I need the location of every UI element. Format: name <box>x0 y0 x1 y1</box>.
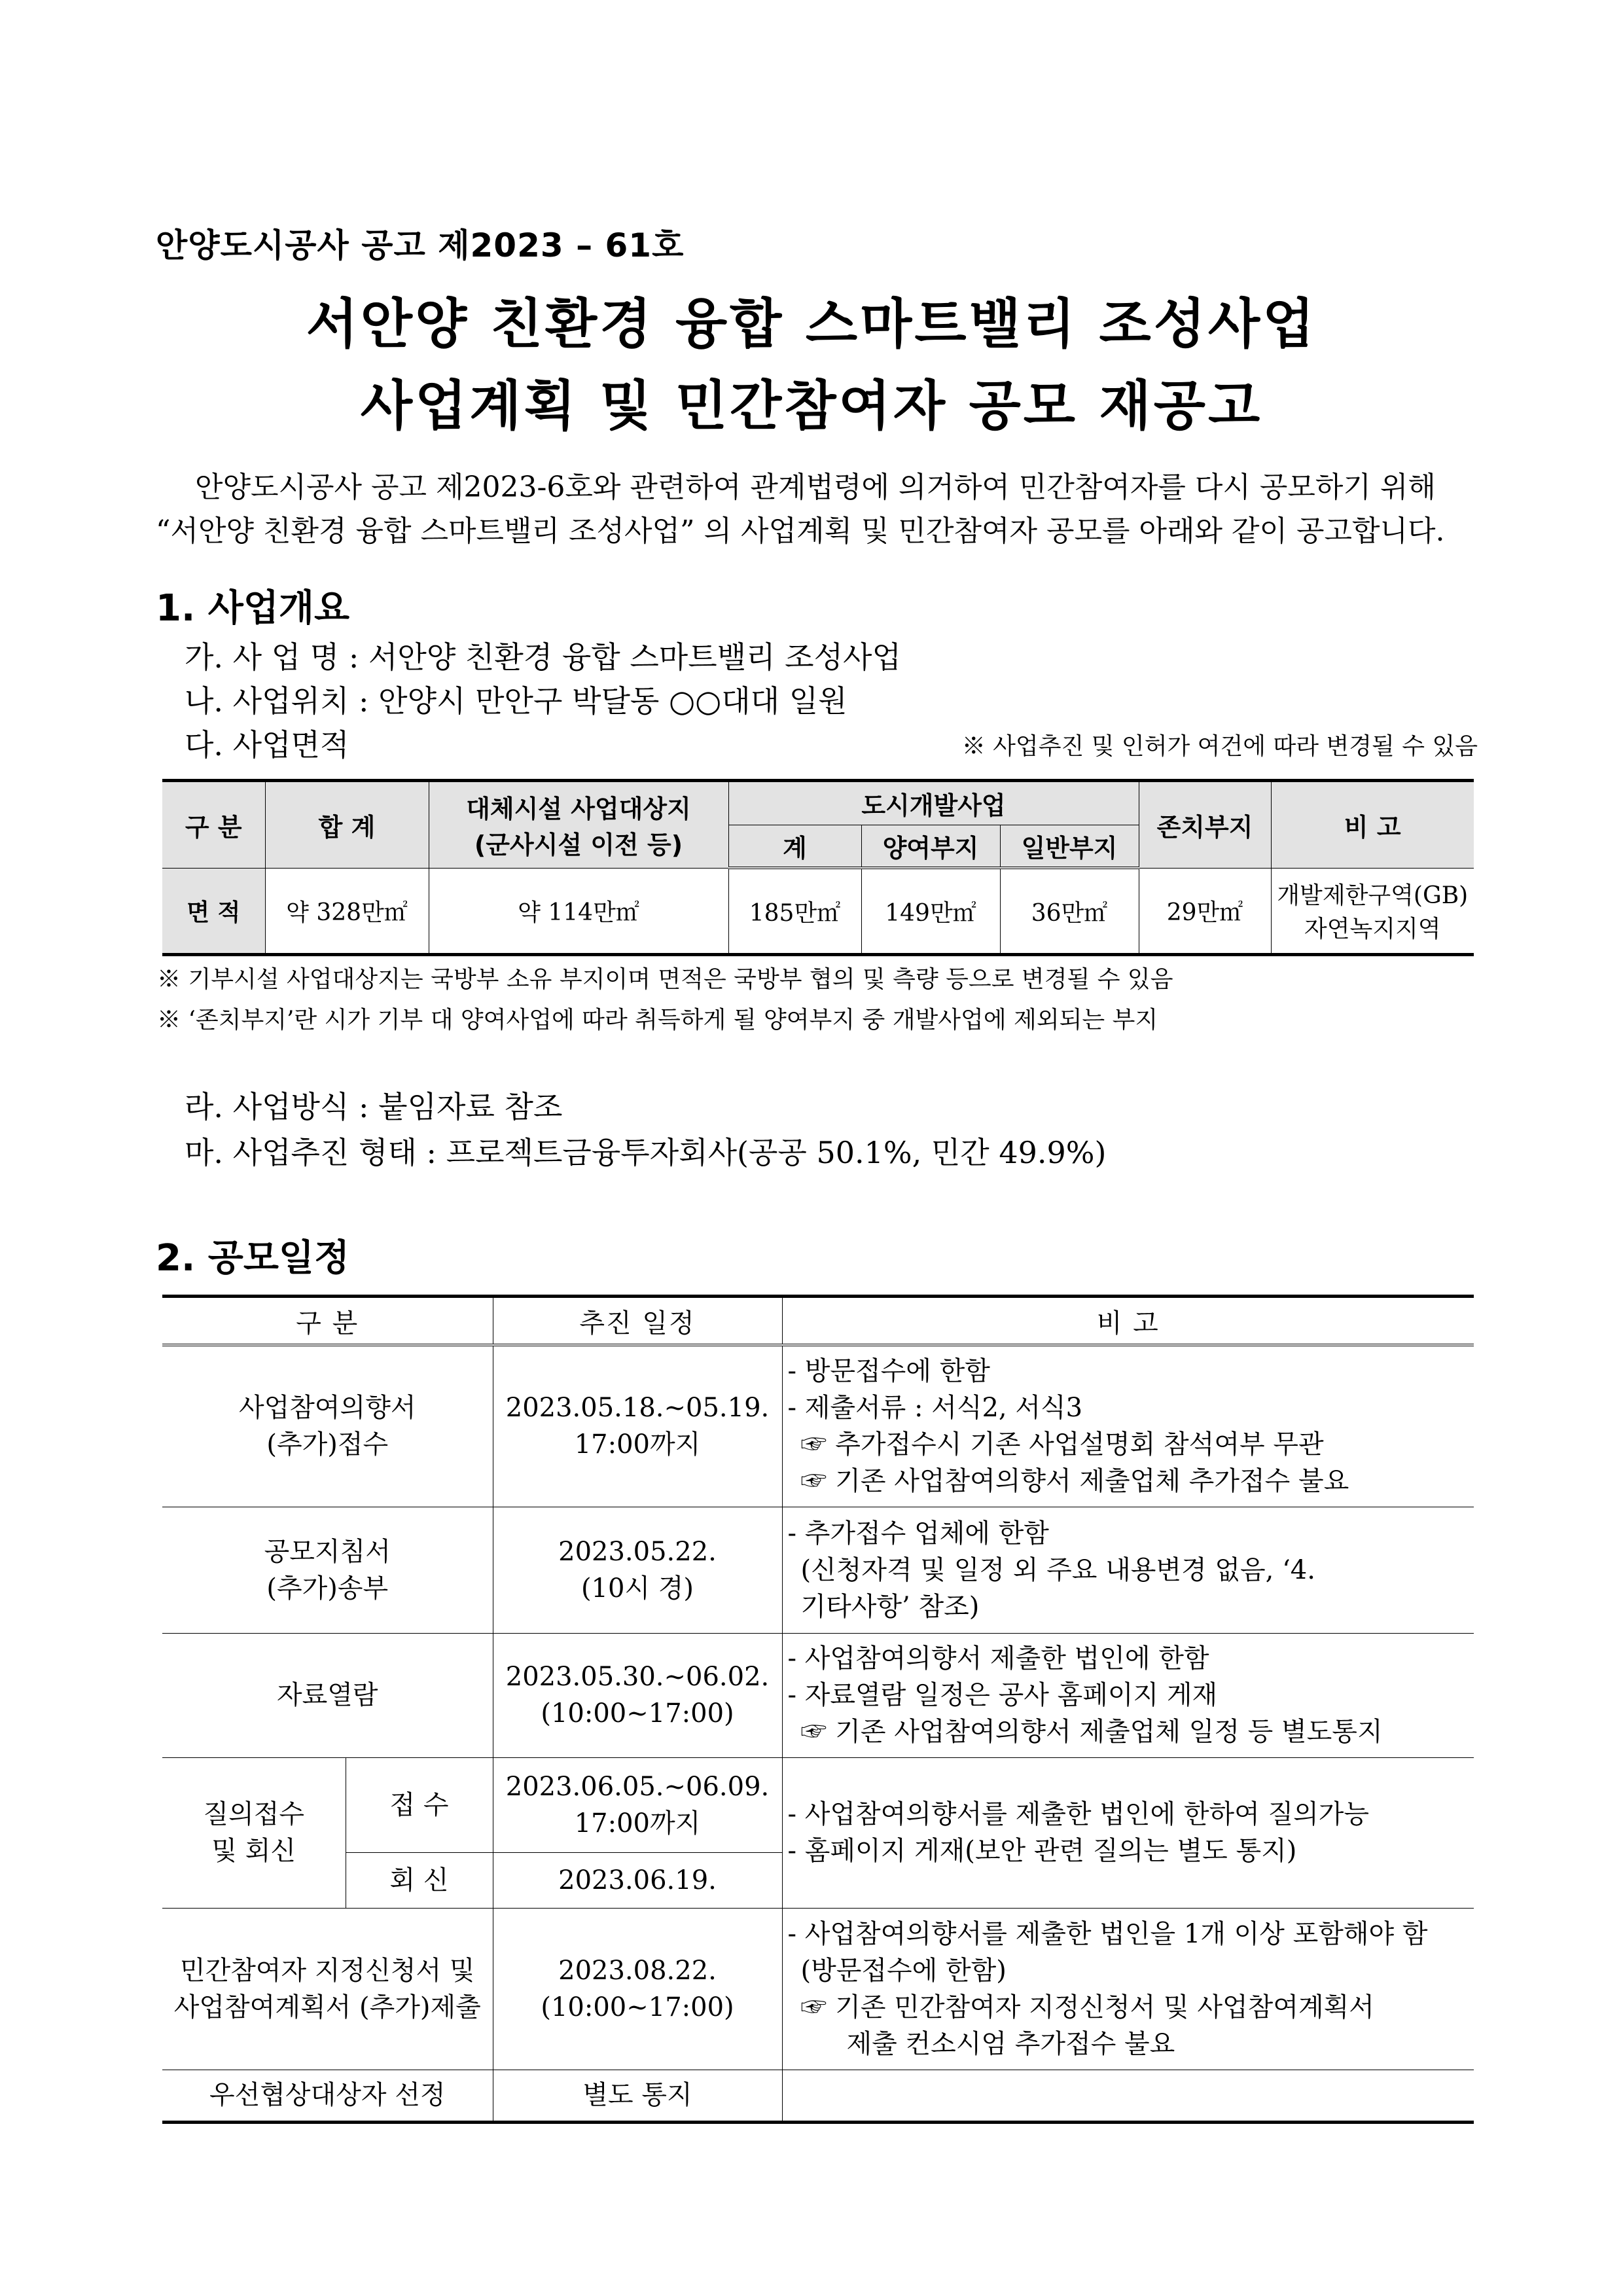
table-row <box>162 1345 1474 1507</box>
project-location-item: 나. 사업위치 : 안양시 만안구 박달동 ○○대대 일원 <box>185 683 847 719</box>
remark-line: ☞ 기존 민간참여자 지정신청서 및 사업참여계획서 <box>800 1992 1374 2022</box>
area-subheader-donation: 양여부지 <box>861 825 1000 869</box>
remark-line: - 방문접수에 한함 <box>787 1356 990 1387</box>
remark-line: 제출 컨소시엄 추가접수 불요 <box>846 2028 1175 2059</box>
area-remarks-value <box>1271 868 1474 955</box>
area-table <box>162 779 1474 956</box>
schedule-remarks-inquiry <box>782 1757 1474 1908</box>
remark-line: - 사업참여의향서를 제출한 법인을 1개 이상 포함해야 함 <box>787 1918 1428 1949</box>
schedule-header-category: 구 분 <box>162 1297 493 1346</box>
schedule-date-line: 17:00까지 <box>574 1808 701 1839</box>
schedule-cat-line: 민간참여자 지정신청서 및 <box>180 1955 475 1986</box>
schedule-remarks-docs <box>782 1633 1474 1757</box>
intro-line2: “서안양 친환경 융합 스마트밸리 조성사업” 의 사업계획 및 민간참여자 공모를 아래와 같이 공고합니다. <box>156 514 1445 548</box>
remark-line: (방문접수에 한함) <box>800 1955 1007 1986</box>
schedule-date-line: 2023.06.05.~06.09. <box>505 1771 770 1802</box>
schedule-table <box>162 1295 1474 2124</box>
schedule-date-line: 2023.05.30.~06.02. <box>505 1662 770 1692</box>
project-method-item: 라. 사업방식 : 붙임자료 참조 <box>185 1089 563 1124</box>
schedule-cat-line: 사업참여계획서 (추가)제출 <box>173 1992 481 2022</box>
schedule-date-line: 17:00까지 <box>574 1429 701 1460</box>
area-total-value: 약 328만㎡ <box>265 868 429 955</box>
area-header-alt-site <box>429 781 728 869</box>
section1-heading: 1. 사업개요 <box>156 587 350 630</box>
area-header-urban-dev: 도시개발사업 <box>728 781 1139 825</box>
schedule-cat-line: 사업참여의향서 <box>239 1393 416 1424</box>
section2-heading: 2. 공모일정 <box>156 1237 350 1280</box>
remark-line: ☞ 기존 사업참여의향서 제출업체 일정 등 별도통지 <box>800 1717 1383 1747</box>
schedule-remarks-intent <box>782 1345 1474 1507</box>
schedule-cat-line: (추가)접수 <box>266 1429 389 1460</box>
schedule-date-line: (10:00~17:00) <box>541 1698 734 1729</box>
remark-line: ☞ 기존 사업참여의향서 제출업체 추가접수 불요 <box>800 1466 1349 1497</box>
area-header-alt-line1: 대체시설 사업대상지 <box>466 795 691 824</box>
schedule-date-line: 2023.08.22. <box>558 1955 717 1986</box>
remark-line: 기타사항’ 참조) <box>800 1591 980 1622</box>
schedule-cat-line: 및 회신 <box>211 1836 296 1866</box>
schedule-cat-line: 질의접수 <box>203 1799 305 1829</box>
area-sum-value: 185만㎡ <box>728 868 861 955</box>
schedule-date-line: 2023.05.18.~05.19. <box>505 1393 770 1424</box>
area-remain-value: 29만㎡ <box>1139 868 1271 955</box>
remark-line: ☞ 추가접수시 기존 사업설명회 참석여부 무관 <box>800 1429 1324 1460</box>
schedule-header-remarks: 비 고 <box>782 1297 1474 1346</box>
area-alt-value: 약 114만㎡ <box>429 868 728 955</box>
schedule-cat-guideline <box>162 1507 493 1633</box>
table-row <box>162 1908 1474 2070</box>
schedule-subcat-receive: 접 수 <box>346 1757 493 1852</box>
schedule-date-receive <box>493 1757 782 1852</box>
remark-line: - 홈페이지 게재(보안 관련 질의는 별도 통지) <box>787 1836 1297 1866</box>
schedule-cat-selection: 우선협상대상자 선정 <box>162 2070 493 2122</box>
schedule-cat-inquiry <box>162 1757 346 1908</box>
schedule-date-guideline <box>493 1507 782 1633</box>
schedule-date-docs <box>493 1633 782 1757</box>
area-header-category: 구 분 <box>162 781 265 869</box>
area-header-remarks: 비 고 <box>1271 781 1474 869</box>
schedule-date-line: (10시 경) <box>580 1573 694 1604</box>
schedule-header-date: 추진 일정 <box>493 1297 782 1346</box>
schedule-cat-docs: 자료열람 <box>162 1633 493 1757</box>
schedule-remarks-selection <box>782 2070 1474 2122</box>
area-row-label: 면 적 <box>162 868 265 955</box>
table-row <box>162 868 1474 955</box>
area-header-total: 합 계 <box>265 781 429 869</box>
project-name-item: 가. 사 업 명 : 서안양 친환경 융합 스마트밸리 조성사업 <box>185 639 901 675</box>
schedule-date-reply: 2023.06.19. <box>493 1852 782 1908</box>
remark-line: - 사업참여의향서를 제출한 법인에 한하여 질의가능 <box>787 1799 1370 1829</box>
remark-line: - 사업참여의향서 제출한 법인에 한함 <box>787 1643 1209 1674</box>
area-header-remain: 존치부지 <box>1139 781 1271 869</box>
notice-number: 안양도시공사 공고 제2023 – 61호 <box>156 226 685 264</box>
schedule-cat-line: 공모지침서 <box>264 1536 391 1567</box>
donation-site-note: ※ 기부시설 사업대상지는 국방부 소유 부지이며 면적은 국방부 협의 및 측량 등으로 변경될 수 있음 <box>157 966 1173 993</box>
page-title-line1: 서안양 친환경 융합 스마트밸리 조성사업 <box>306 293 1317 355</box>
remark-line: - 추가접수 업체에 한함 <box>787 1518 1049 1549</box>
schedule-date-intent <box>493 1345 782 1507</box>
schedule-subcat-reply: 회 신 <box>346 1852 493 1908</box>
schedule-date-application <box>493 1908 782 2070</box>
table-row <box>162 1633 1474 1757</box>
intro-line1: 안양도시공사 공고 제2023-6호와 관련하여 관계법령에 의거하여 민간참여자를 다시 공모하기 위해 <box>195 471 1436 504</box>
area-change-note: ※ 사업추진 및 인허가 여건에 따라 변경될 수 있음 <box>961 733 1478 760</box>
table-row <box>162 1757 1474 1852</box>
area-donation-value: 149만㎡ <box>861 868 1000 955</box>
schedule-date-line: (10:00~17:00) <box>541 1992 734 2022</box>
remark-line: - 자료열람 일정은 공사 홈페이지 게재 <box>787 1680 1218 1710</box>
schedule-cat-line: (추가)송부 <box>266 1573 389 1604</box>
area-remarks-line2: 자연녹지지역 <box>1304 916 1441 943</box>
schedule-cat-intent <box>162 1345 493 1507</box>
area-remarks-line1: 개발제한구역(GB) <box>1277 882 1469 910</box>
remark-line: (신청자격 및 일정 외 주요 내용변경 없음, ‘4. <box>800 1554 1315 1585</box>
schedule-date-line: 2023.05.22. <box>558 1536 717 1567</box>
schedule-cat-application <box>162 1908 493 2070</box>
table-row <box>162 1507 1474 1633</box>
area-subheader-sum: 계 <box>728 825 861 869</box>
area-subheader-general: 일반부지 <box>1000 825 1139 869</box>
area-general-value: 36만㎡ <box>1000 868 1139 955</box>
schedule-remarks-application <box>782 1908 1474 2070</box>
project-type-item: 마. 사업추진 형태 : 프로젝트금융투자회사(공공 50.1%, 민간 49.9%) <box>185 1135 1107 1170</box>
table-row <box>162 2070 1474 2122</box>
page-title-line2: 사업계획 및 민간참여자 공모 재공고 <box>360 375 1263 437</box>
remain-site-note: ※ ‘존치부지’란 시가 기부 대 양여사업에 따라 취득하게 될 양여부지 중 개발사업에 제외되는 부지 <box>157 1007 1158 1033</box>
area-header-alt-line2: (군사시설 이전 등) <box>474 831 683 860</box>
schedule-remarks-guideline <box>782 1507 1474 1633</box>
remark-line: - 제출서류 : 서식2, 서식3 <box>787 1393 1083 1424</box>
schedule-date-selection: 별도 통지 <box>493 2070 782 2122</box>
project-area-item: 다. 사업면적 <box>185 727 349 762</box>
